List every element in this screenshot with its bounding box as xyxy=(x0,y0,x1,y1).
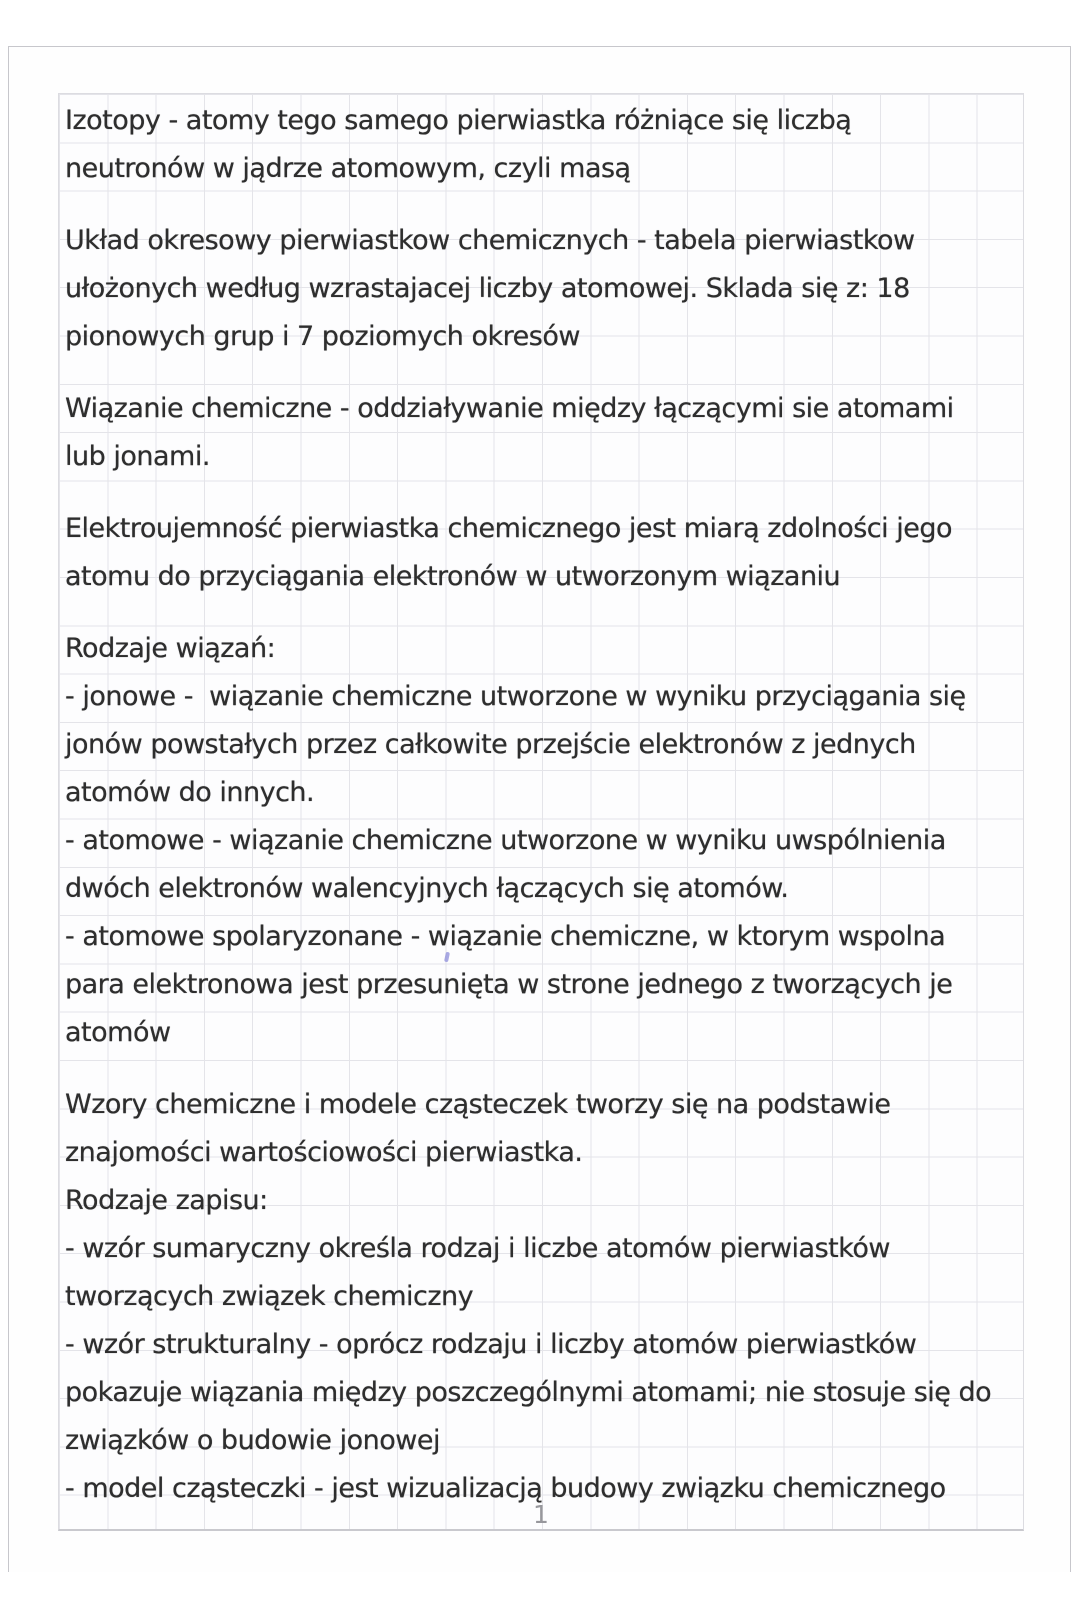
note-line: tworzących związek chemiczny xyxy=(65,1281,474,1312)
note-line: Elektroujemność pierwiastka chemicznego jest miarą zdolności jego xyxy=(65,513,953,544)
note-line: Wzory chemiczne i modele cząsteczek tworzy się na podstawie xyxy=(65,1089,891,1120)
scanned-page xyxy=(8,46,1071,1572)
paragraph-izotopy xyxy=(65,97,1023,193)
note-line: Wiązanie chemiczne - oddziaływanie między łączącymi sie atomami xyxy=(65,393,954,424)
note-line: para elektronowa jest przesunięta w strone jednego z tworzących je xyxy=(65,969,953,1000)
note-line: - wzór sumaryczny określa rodzaj i liczbe atomów pierwiastków xyxy=(65,1233,890,1264)
note-line: - atomowe - wiązanie chemiczne utworzone w wyniku uwspólnienia xyxy=(65,825,946,856)
note-line: pionowych grup i 7 poziomych okresów xyxy=(65,321,580,352)
note-line: atomów do innych. xyxy=(65,777,315,808)
note-line: - wzór strukturalny - oprócz rodzaju i liczby atomów pierwiastków xyxy=(65,1329,917,1360)
note-line: - model cząsteczki - jest wizualizacją budowy związku chemicznego xyxy=(65,1473,946,1504)
note-line: znajomości wartościowości pierwiastka. xyxy=(65,1137,583,1168)
note-line: atomów xyxy=(65,1017,171,1048)
squared-paper-grid xyxy=(58,93,1024,1531)
page-number: 1 xyxy=(533,1500,549,1529)
paragraph-elektroujemnosc xyxy=(65,505,1023,601)
note-line: jonów powstałych przez całkowite przejście elektronów z jednych xyxy=(65,729,916,760)
note-line: Rodzaje wiązań: xyxy=(65,633,276,664)
note-line: Układ okresowy pierwiastkow chemicznych - tabela pierwiastkow xyxy=(65,225,915,256)
note-line: Izotopy - atomy tego samego pierwiastka różniące się liczbą xyxy=(65,105,852,136)
paragraph-uklad-okresowy xyxy=(65,217,1023,361)
note-line: neutronów w jądrze atomowym, czyli masą xyxy=(65,153,631,184)
note-line: ułożonych według wzrastajacej liczby atomowej. Sklada się z: 18 xyxy=(65,273,910,304)
note-line: związków o budowie jonowej xyxy=(65,1425,440,1456)
paragraph-wiazanie-chemiczne xyxy=(65,385,1023,481)
note-line: atomu do przyciągania elektronów w utworzonym wiązaniu xyxy=(65,561,841,592)
notes-text-block xyxy=(65,97,1023,1513)
note-line: - jonowe - wiązanie chemiczne utworzone w wyniku przyciągania się xyxy=(65,681,966,712)
note-line: dwóch elektronów walencyjnych łączących się atomów. xyxy=(65,873,789,904)
paragraph-rodzaje-wiazan xyxy=(65,625,1023,1057)
note-line: - atomowe spolaryzonane - wiązanie chemiczne, w ktorym wspolna xyxy=(65,921,946,952)
note-line: pokazuje wiązania między poszczególnymi atomami; nie stosuje się do xyxy=(65,1377,992,1408)
note-line: Rodzaje zapisu: xyxy=(65,1185,268,1216)
note-line: lub jonami. xyxy=(65,441,210,472)
paragraph-wzory-chemiczne xyxy=(65,1081,1023,1513)
